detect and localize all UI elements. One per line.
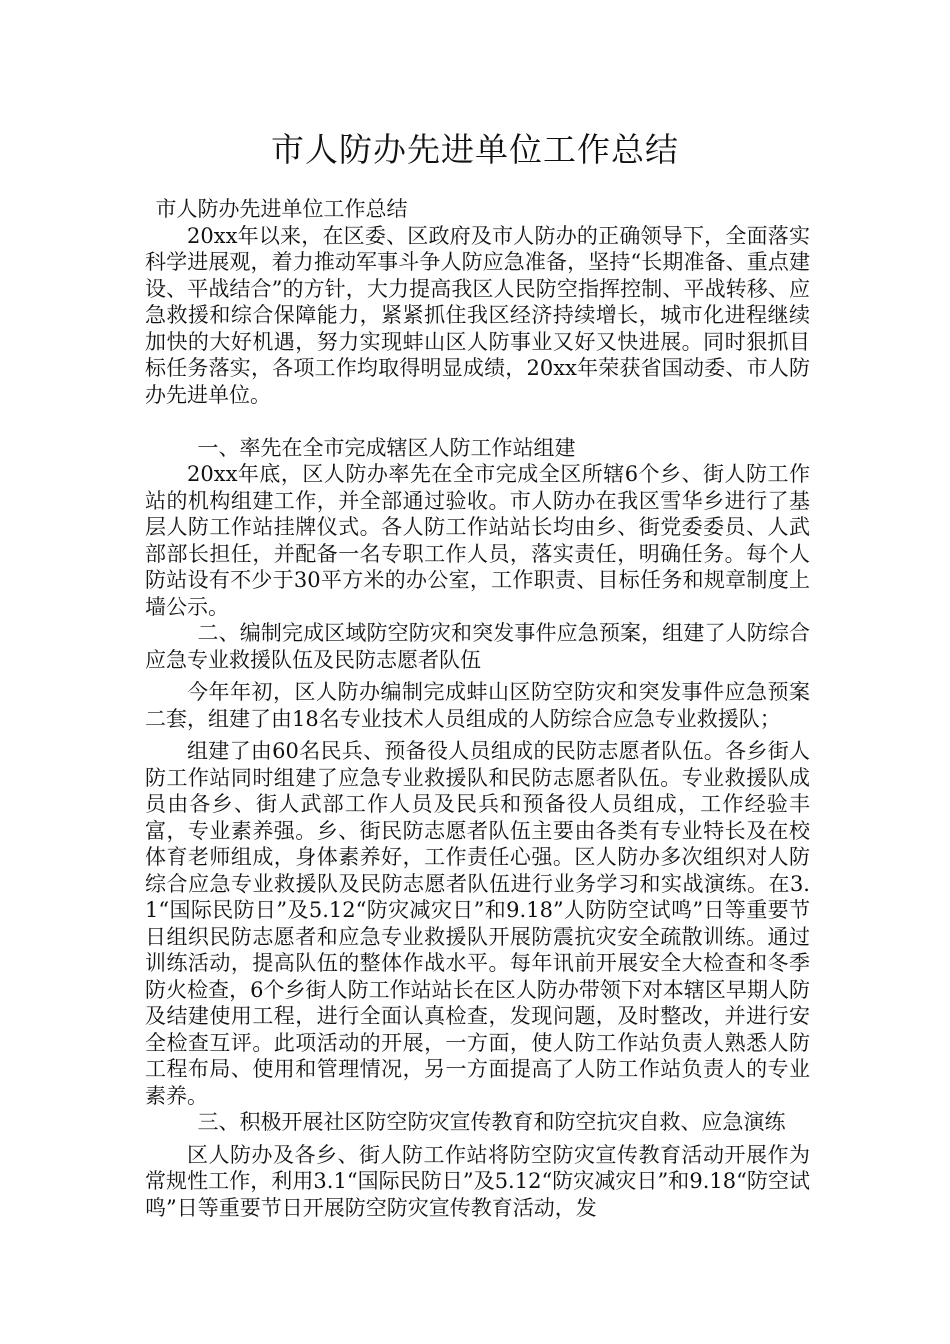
intro-paragraph: 20xx年以来，在区委、区政府及市人防办的正确领导下，全面落实科学进展观，着力推动军事斗争人防应急准备，坚持“长期准备、重点建设、平战结合”的方针，大力提高我区人民防空指挥控制、平战转移、应急救援和综合保障能力，紧紧抓住我区经济持续增长，城市化进程继续加快的大好机遇，努力实现蚌山区人防事业又好又快进展。同时狠抓目标任务落实，各项工作均取得明显成绩，20xx年荣获省国动委、市人防办先进单位。 — [145, 223, 810, 407]
document-body — [145, 196, 810, 1221]
section-2-paragraph-2: 组建了由60名民兵、预备役人员组成的民防志愿者队伍。各乡街人防工作站同时组建了应急专业救援队和民防志愿者队伍。专业救援队成员由各乡、街人武部工作人员及民兵和预备役人员组成，工作经验丰富，专业素养强。乡、街民防志愿者队伍主要由各类有专业特长及在校体育老师组成，身体素养好，工作责任心强。区人防办多次组织对人防综合应急专业救援队及民防志愿者队伍进行业务学习和实战演练。在3.1“国际民防日”及5.12“防灾减灾日”和9.18”人防防空试鸣”日等重要节日组织民防志愿者和应急专业救援队开展防震抗灾安全疏散训练。通过训练活动，提高队伍的整体作战水平。每年讯前开展安全大检查和冬季防火检查，6个乡街人防工作站站长在区人防办带领下对本辖区早期人防及结建使用工程，进行全面认真检查，发现问题，及时整改，并进行安全检查互评。此项活动的开展，一方面，使人防工作站负责人熟悉人防工程布局、使用和管理情况，另一方面提高了人防工作站负责人的专业素养。 — [145, 739, 810, 1108]
section-2-paragraph-1: 今年年初，区人防办编制完成蚌山区防空防灾和突发事件应急预案二套，组建了由18名专业技术人员组成的人防综合应急专业救援队； — [145, 680, 810, 731]
section-3-heading: 三、积极开展社区防空防灾宣传教育和防空抗灾自救、应急演练 — [197, 1110, 786, 1134]
section-1-paragraph: 20xx年底，区人防办率先在全市完成全区所辖6个乡、街人防工作站的机构组建工作，并全部通过验收。市人防办在我区雪华乡进行了基层人防工作站挂牌仪式。各人防工作站站长均由乡、街党委委员、人武部部长担任，并配备一名专职工作人员，落实责任，明确任务。每个人防站设有不少于30平方米的办公室，工作职责、目标任务和规章制度上墙公示。 — [145, 462, 810, 619]
section-1-heading: 一、率先在全市完成辖区人防工作站组建 — [197, 435, 576, 460]
section-2-heading: 二、编制完成区域防空防灾和突发事件应急预案，组建了人防综合应急专业救援队伍及民防志愿者队伍 — [145, 621, 810, 672]
paragraph-gap — [145, 408, 810, 435]
document-subtitle: 市人防办先进单位工作总结 — [155, 197, 408, 221]
document-title: 市人防办先进单位工作总结 — [271, 130, 679, 169]
section-3-paragraph-1: 区人防办及各乡、街人防工作站将防空防灾宣传教育活动开展作为常规性工作，利用3.1“国际民防日”及5.12“防灾减灾日”和9.18“防空试鸣”日等重要节日开展防空防灾宣传教育活动，发 — [145, 1142, 810, 1220]
